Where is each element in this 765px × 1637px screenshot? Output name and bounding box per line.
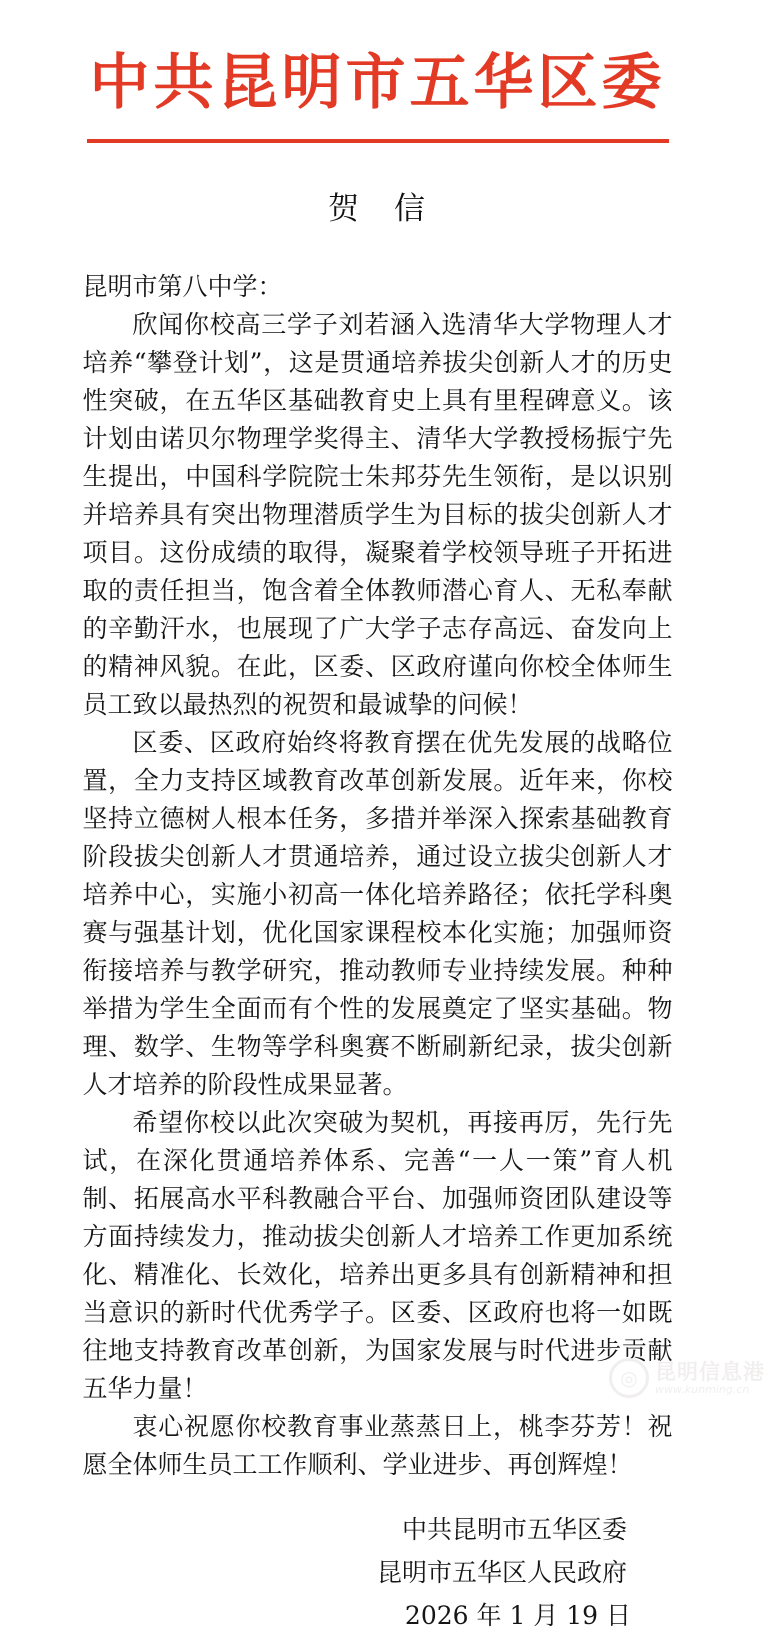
watermark-site-url: www.kunming.cn — [655, 1382, 750, 1396]
signature-org-committee: 中共昆明市五华区委 — [401, 1515, 627, 1544]
watermark — [609, 1358, 765, 1398]
letterhead-title: 中共昆明市五华区委 — [89, 48, 666, 118]
body-paragraph-1: 欣闻你校高三学子刘若涵入选清华大学物理人才培养“攀登计划”，这是贯通培养拔尖创新人才的历史性突破，在五华区基础教育史上具有里程碑意义。该计划由诺贝尔物理学奖得主、清华大学教授杨振宁先生提出，中国科学院院士朱邦芬先生领衔，是以识别并培养具有突出物理潜质学生为目标的拔尖创新人才项目。这份成绩的取得，凝聚着学校领导班子开拓进取的责任担当，饱含着全体教师潜心育人、无私奉献的辛勤汗水，也展现了广大学子志存高远、奋发向上的精神风貌。在此，区委、区政府谨向你校全体师生员工致以最热烈的祝贺和最诚挚的问候！ — [82, 310, 673, 719]
letterhead-divider-rule — [87, 139, 669, 143]
watermark-text — [655, 1360, 765, 1395]
body-paragraph-2: 区委、区政府始终将教育摆在优先发展的战略位置，全力支持区域教育改革创新发展。近年来，你校坚持立德树人根本任务，多措并举深入探索基础教育阶段拔尖创新人才贯通培养，通过设立拔尖创新人才培养中心，实施小初高一体化培养路径；依托学科奥赛与强基计划，优化国家课程校本化实施；加强师资衔接培养与教学研究，推动教师专业持续发展。种种举措为学生全面而有个性的发展奠定了坚实基础。物理、数学、生物等学科奥赛不断刷新纪录，拔尖创新人才培养的阶段性成果显著。 — [82, 728, 673, 1099]
watermark-site-name: 昆明信息港 — [655, 1359, 765, 1385]
signature-block — [0, 1508, 755, 1594]
body-paragraph-3: 希望你校以此次突破为契机，再接再厉，先行先试，在深化贯通培养体系、完善“一人一策”育人机制、拓展高水平科教融合平台、加强师资团队建设等方面持续发力，推动拔尖创新人才培养工作更加系统化、精准化、长效化，培养出更多具有创新精神和担当意识的新时代优秀学子。区委、区政府也将一如既往地支持教育改革创新，为国家发展与时代进步贡献五华力量！ — [82, 1108, 673, 1403]
document-title: 贺 信 — [328, 191, 427, 227]
salutation: 昆明市第八中学： — [82, 272, 283, 301]
watermark-logo-icon: ◎ — [609, 1358, 649, 1398]
letter-body — [83, 268, 673, 1484]
signature-date: 2026 年 1 月 19 日 — [404, 1601, 631, 1630]
signature-org-government: 昆明市五华区人民政府 — [376, 1558, 627, 1587]
body-paragraph-4: 衷心祝愿你校教育事业蒸蒸日上，桃李芬芳！祝愿全体师生员工工作顺利、学业进步、再创辉煌！ — [82, 1412, 673, 1479]
